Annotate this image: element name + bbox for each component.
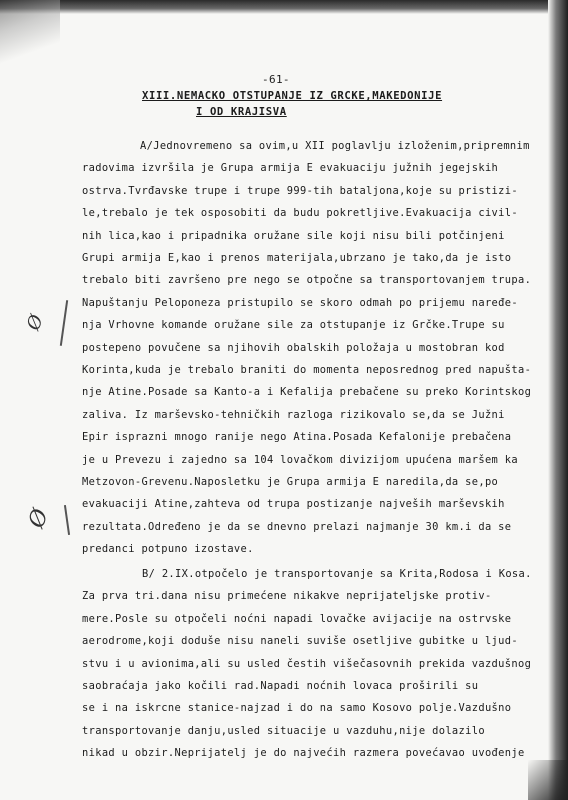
margin-note: Ø xyxy=(24,505,54,532)
text-line: radovima izvršila je Grupa armija E evakuaciju južnih jegejskih xyxy=(82,162,499,174)
text-line: ostrva.Tvrđavske trupe i trupe 999-tih bataljona,koje su pristizi- xyxy=(82,185,518,197)
text-line: B/ 2.IX.otpočelo je transportovanje sa Krita,Rodosa i Kosa. xyxy=(142,568,532,580)
margin-note: Ø xyxy=(22,311,48,334)
text-line: je u Prevezu i zajedno sa 104 lovačkom divizijom upućena maršem ka xyxy=(82,454,518,466)
margin-mark xyxy=(60,300,68,346)
text-line: nih lica,kao i pripadnika oružane sile koji nisu bili potčinjeni xyxy=(82,230,505,242)
text-line: Korinta,kuda je trebalo braniti do momenta neposrednog pred napušta- xyxy=(82,364,532,376)
text-line: transportovanje danju,usled situacije u vazduhu,nije dolazilo xyxy=(82,725,485,737)
text-line: evakuaciji Atine,zahteva od trupa postizanje najveših marševskih xyxy=(82,498,505,510)
text-line: nja Vrhovne komande oružane sile za otstupanje iz Grčke.Trupe su xyxy=(82,319,505,331)
chapter-title-line-2: I OD KRAJISVA xyxy=(196,106,287,118)
text-line: Grupi armija E,kao i prenos materijala,ubrzano je tako,da je isto xyxy=(82,252,512,264)
text-line: aerodrome,koji doduše nisu naneli suviše osetljive gubitke u ljud- xyxy=(82,635,518,647)
text-line: rezultata.Određeno je da se dnevno prelazi najmanje 30 km.i da se xyxy=(82,521,512,533)
text-line: trebalo biti završeno pre nego se otpočne sa transportovanjem trupa. xyxy=(82,274,532,286)
text-line: postepeno povučene sa njihovih obalskih položaja u mostobran kod xyxy=(82,342,505,354)
text-line: se i na iskrcne stanice-najzad i do na samo Kosovo polje.Vazdušno xyxy=(82,702,512,714)
text-line: predanci potpuno izostave. xyxy=(82,543,254,555)
text-line: nikad u obzir.Neprijatelj je do najvećih razmera povećavao uvođenje xyxy=(82,747,525,759)
text-line: nje Atine.Posade sa Kanto-a i Kefalija prebačene su preko Korintskog xyxy=(82,386,532,398)
text-line: saobraćaja jako kočili rad.Napadi noćnih lovaca proširili su xyxy=(82,680,479,692)
text-line: Napuštanju Peloponeza pristupilo se skoro odmah po prijemu naređe- xyxy=(82,297,518,309)
text-line: Za prva tri.dana nisu primećene nikakve neprijateljske protiv- xyxy=(82,590,492,602)
margin-mark xyxy=(64,505,70,535)
text-line: stvu i u avionima,ali su usled čestih višečasovnih prekida vazdušnog xyxy=(82,658,532,670)
text-line: le,trebalo je tek osposobiti da budu pokretljive.Evakuacija civil- xyxy=(82,207,518,219)
text-line: A/Jednovremeno sa ovim,u XII poglavlju izloženim,pripremnim xyxy=(140,140,530,152)
text-line: zaliva. Iz marševsko-tehničkih razloga rizikovalo se,da se Južni xyxy=(82,409,505,421)
text-line: mere.Posle su otpočeli noćni napadi lovačke avijacije na ostrvske xyxy=(82,613,512,625)
text-line: Epir isprazni mnogo ranije nego Atina.Posada Kefalonije prebačena xyxy=(82,431,512,443)
chapter-title-line-1: XIII.NEMACKO OTSTUPANJE IZ GRCKE,MAKEDONIJE xyxy=(142,90,443,102)
page-number: -61- xyxy=(262,73,290,86)
text-line: Metzovon-Grevenu.Naposletku je Grupa armija E naredila,da se,po xyxy=(82,476,499,488)
